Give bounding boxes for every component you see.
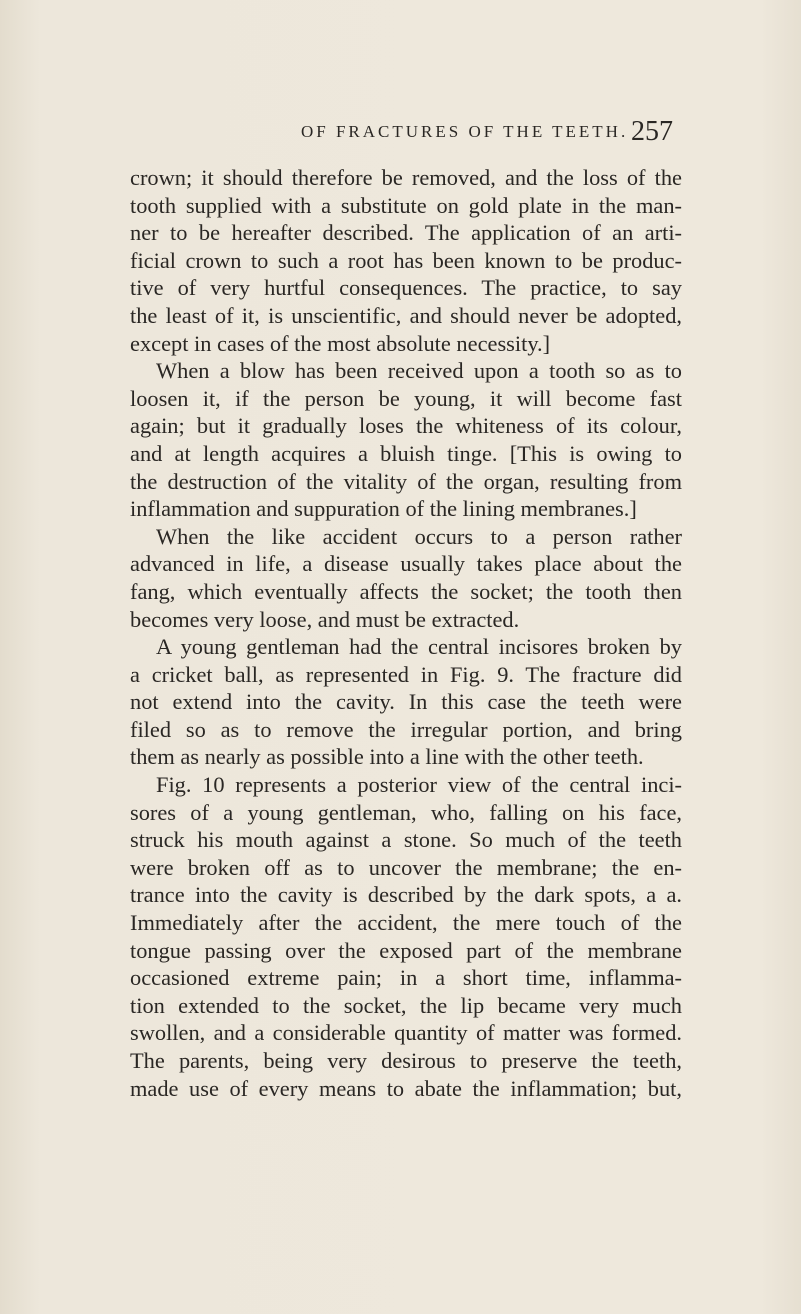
text-line: ficial crown to such a root has been known to be produc- [130, 247, 682, 273]
text-line: tion extended to the socket, the lip became very much [130, 992, 682, 1018]
text-line: inflammation and suppuration of the lining membranes.] [130, 496, 637, 522]
text-line: a cricket ball, as represented in Fig. 9. The fracture did [130, 661, 682, 687]
running-head: OF FRACTURES OF THE TEETH. [301, 122, 629, 141]
text-line: A young gentleman had the central incisores broken by [156, 634, 682, 660]
text-line: the least of it, is unscientific, and should never be adopted, [130, 302, 682, 328]
text-line: tooth supplied with a substitute on gold plate in the man- [130, 192, 682, 218]
text-line: and at length acquires a bluish tinge. [This is owing to [130, 440, 682, 466]
text-line: swollen, and a considerable quantity of matter was formed. [130, 1020, 682, 1046]
text-line: sores of a young gentleman, who, falling on his face, [130, 799, 682, 825]
text-line: were broken off as to uncover the membrane; the en- [130, 854, 682, 880]
text-line: becomes very loose, and must be extracted. [130, 606, 520, 632]
text-line: struck his mouth against a stone. So much of the teeth [130, 827, 682, 853]
text-line: trance into the cavity is described by the dark spots, a a. [130, 882, 682, 908]
text-line: filed so as to remove the irregular portion, and bring [130, 716, 682, 742]
text-line: advanced in life, a disease usually takes place about the [130, 551, 682, 577]
page-header [0, 118, 801, 158]
text-line: except in cases of the most absolute necessity.] [130, 330, 551, 356]
text-line: occasioned extreme pain; in a short time, inflamma- [130, 965, 682, 991]
text-line: tive of very hurtful consequences. The practice, to say [130, 275, 682, 301]
body-text [130, 164, 682, 1102]
text-line: The parents, being very desirous to preserve the teeth, [130, 1048, 682, 1073]
text-line: them as nearly as possible into a line with the other teeth. [130, 744, 644, 770]
text-line: Fig. 10 represents a posterior view of the central inci- [156, 772, 682, 798]
text-line: tongue passing over the exposed part of the membrane [130, 937, 682, 963]
text-line: the destruction of the vitality of the organ, resulting from [130, 468, 682, 494]
text-line: made use of every means to abate the inflammation; but, [130, 1075, 682, 1101]
text-line: crown; it should therefore be removed, and the loss of the [130, 165, 682, 190]
text-line: When a blow has been received upon a tooth so as to [156, 358, 682, 384]
text-line: Immediately after the accident, the mere touch of the [130, 910, 682, 936]
page-number: 257 [631, 116, 673, 147]
text-line: ner to be hereafter described. The application of an arti- [130, 220, 682, 246]
text-line: again; but it gradually loses the whiteness of its colour, [130, 413, 682, 439]
text-line: fang, which eventually affects the socket; the tooth then [130, 578, 682, 604]
text-line: When the like accident occurs to a person rather [156, 523, 682, 549]
text-line: loosen it, if the person be young, it will become fast [130, 385, 682, 411]
text-line: not extend into the cavity. In this case the teeth were [130, 689, 682, 715]
